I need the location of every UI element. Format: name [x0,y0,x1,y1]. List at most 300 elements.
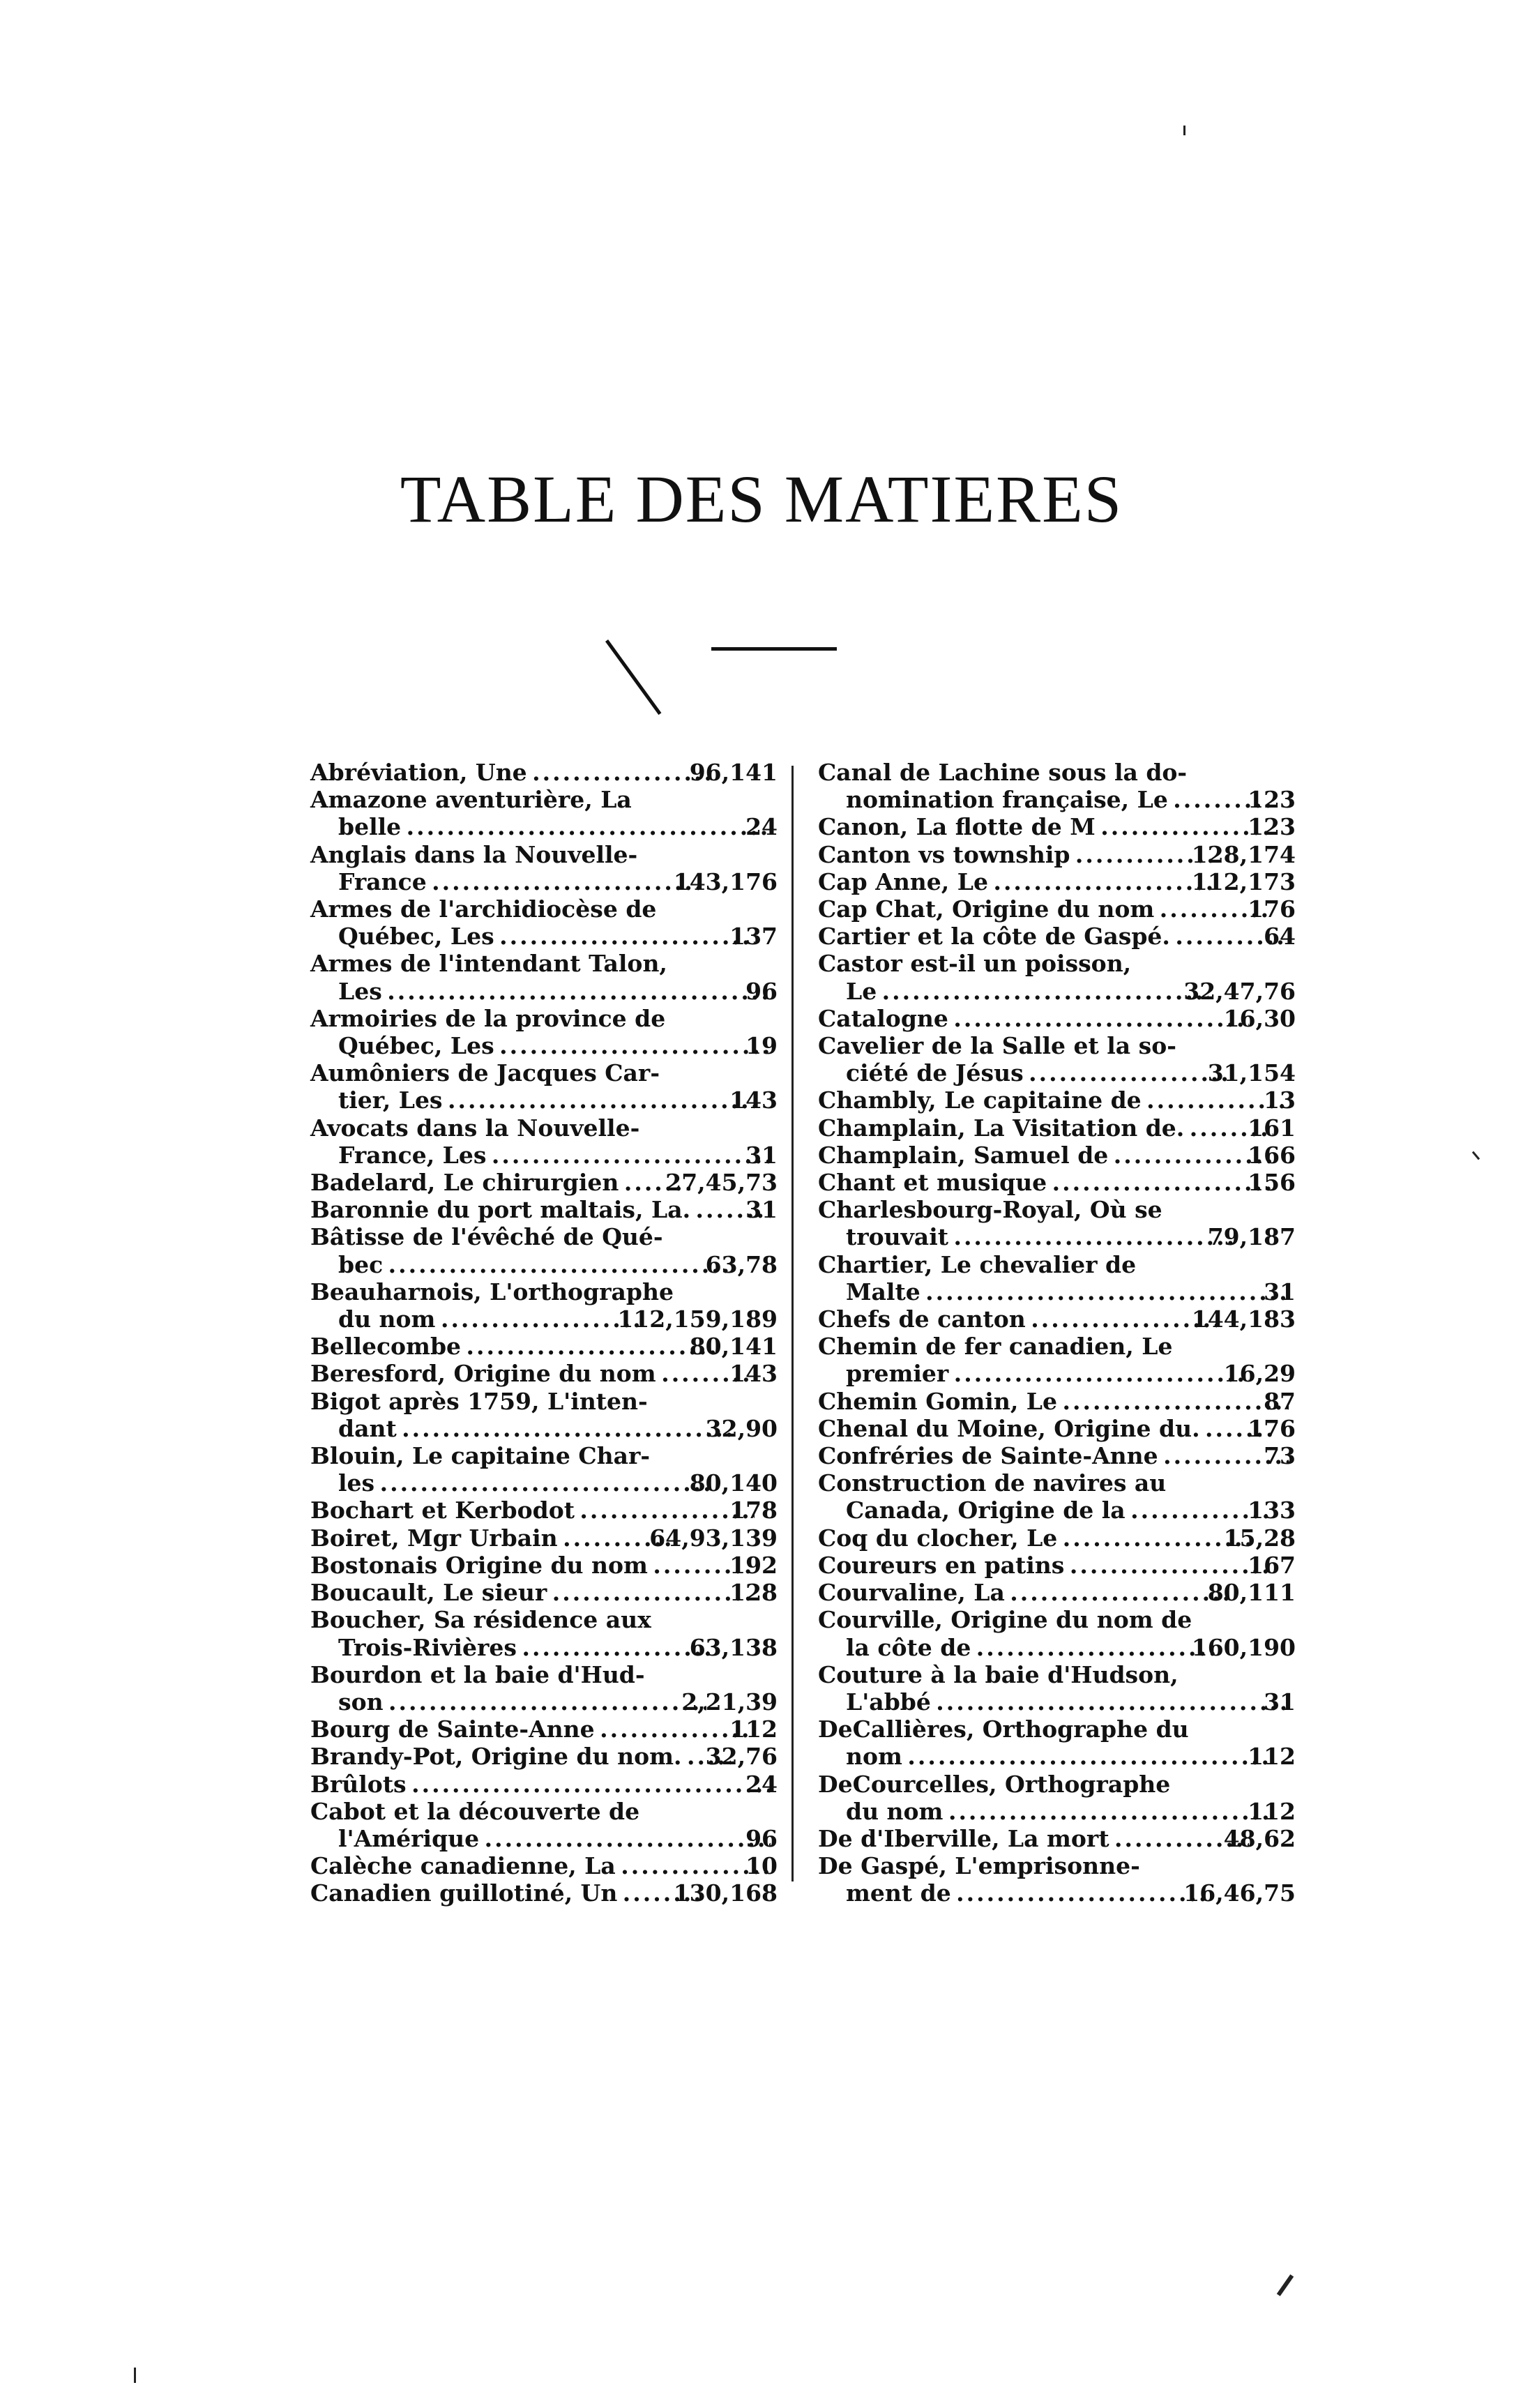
index-entry-text: du nom [338,1305,436,1333]
index-entry-text: Avocats dans la Nouvelle- [310,1114,640,1142]
index-entry-line [818,813,1296,841]
index-entry [310,1524,778,1552]
index-entry-text: Brûlots [310,1770,407,1798]
index-entry [818,1305,1296,1333]
index-entry-line [818,1305,1296,1333]
page-numbers: 31 [745,1196,778,1224]
index-entry [310,950,778,1004]
index-entry [818,1415,1296,1442]
page-numbers: 123 [1248,813,1296,841]
index-entry-text: tier, Les [338,1086,443,1114]
index-entry-text: Cap Chat, Origine du nom [818,895,1155,923]
page-numbers: 64,93,139 [649,1524,778,1552]
index-entry-text: Québec, Les [338,1032,494,1060]
page-numbers: 160,190 [1191,1633,1296,1661]
dot-leader [386,1688,707,1716]
index-entry-line [818,950,1296,978]
index-entry-text: Canal de Lachine sous la do- [818,759,1188,786]
index-entry-text: Catalogne [818,1004,948,1032]
index-entry [818,1388,1296,1415]
print-speck [1472,1151,1480,1160]
dot-leader [385,978,771,1005]
index-entry [310,1114,778,1169]
index-entry-text: De Gaspé, L'emprisonne- [818,1852,1140,1880]
index-entry-line [310,1196,778,1224]
page-numbers: 96,141 [689,759,778,786]
index-entry-line [338,868,778,895]
index-entry-text: Coureurs en patins [818,1551,1065,1579]
page-numbers: 192 [729,1551,778,1579]
index-entry-text: du nom [846,1797,944,1825]
index-entry-line [818,1770,1296,1798]
index-entry-text: belle [338,813,402,841]
dot-leader [954,1879,1209,1907]
index-entry-line [846,1059,1296,1086]
index-entry-line [818,1141,1296,1169]
index-entry [818,1032,1296,1086]
index-entry-line [818,1442,1296,1470]
index-entry-text: Bigot après 1759, L'inten- [310,1387,648,1415]
index-entry-line [818,1169,1296,1197]
index-entry [818,1086,1296,1114]
index-entry-text: nomination française, Le [846,786,1168,814]
index-entry [818,1552,1296,1579]
index-entry [310,1661,778,1716]
index-entry-text: Badelard, Le chirurgien [310,1169,619,1197]
index-entry-text: De d'Iberville, La mort [818,1824,1109,1852]
column-divider [791,766,794,1881]
index-entry-text: trouvait [846,1223,948,1251]
index-entry [818,1251,1296,1305]
index-entry-text: son [338,1688,384,1716]
page-numbers: 16,30 [1223,1004,1296,1032]
page-numbers: 166 [1248,1141,1296,1169]
index-entry-line [818,1606,1296,1634]
index-entry-text: Beauharnois, L'orthographe [310,1278,674,1305]
index-entry-text: Cartier et la côte de Gaspé. [818,923,1170,951]
dot-leader [951,1005,1249,1032]
index-entry-text: Beresford, Origine du nom [310,1360,656,1388]
page-numbers: 144,183 [1191,1305,1296,1333]
index-entry-line [338,1825,778,1852]
index-entry [310,1879,778,1907]
index-entry-line [310,1497,778,1524]
index-entry-text: France, Les [338,1141,487,1169]
index-entry-text: Bourdon et la baie d'Hud- [310,1660,645,1688]
index-entry-line [310,950,778,978]
index-entry [818,1771,1296,1825]
dot-leader [530,759,715,786]
page-numbers: 161 [1248,1114,1296,1142]
index-entry-text: dant [338,1414,397,1442]
index-entry-text: la côte de [846,1633,971,1661]
index-entry-text: Bochart et Kerbodot [310,1497,575,1524]
page-numbers: 143 [729,1360,778,1388]
page-numbers: 176 [1248,1414,1296,1442]
index-entry [310,786,778,840]
index-entry-line [846,1688,1296,1716]
index-entry-line [310,1387,778,1415]
print-speck [1183,126,1185,135]
index-entry-text: Boucault, Le sieur [310,1579,547,1607]
page-numbers: 112 [1248,1797,1296,1825]
index-entry-line [310,1059,778,1087]
index-entry [310,1497,778,1524]
index-entry [818,1442,1296,1469]
index-entry [310,1852,778,1879]
index-entry [310,1388,778,1442]
page-numbers: 64 [1264,923,1296,951]
index-entry [310,1579,778,1606]
index-entry-text: Armes de l'intendant Talon, [310,950,667,978]
index-entry [818,1716,1296,1770]
index-entry-text: Charlesbourg-Royal, Où se [818,1196,1162,1224]
index-entry-line [818,1414,1296,1442]
index-entry-text: bec [338,1250,384,1278]
dot-leader [377,1469,715,1497]
index-entry-line [846,1223,1296,1250]
dot-leader [482,1825,771,1852]
page-numbers: 19 [745,1032,778,1060]
page-numbers: 178 [729,1497,778,1524]
page-numbers: 80,111 [1207,1579,1296,1607]
page-numbers: 137 [729,923,778,951]
page-numbers: 73 [1264,1442,1296,1470]
page-numbers: 112,159,189 [617,1305,778,1333]
page-numbers: 24 [745,813,778,841]
page-numbers: 80,140 [689,1469,778,1497]
index-entry-line [310,1770,778,1798]
page-numbers: 15,28 [1223,1524,1296,1552]
index-entry-text: Construction de navires au [818,1469,1167,1497]
index-entry [310,1798,778,1852]
index-entry-line [310,1551,778,1579]
index-entry-text: Abréviation, Une [310,759,527,786]
page-numbers: 176 [1248,895,1296,923]
dot-leader [400,1415,731,1442]
page-numbers: 80,141 [689,1333,778,1361]
index-entry-line [310,759,778,786]
index-entry-line [338,1251,778,1278]
index-entry-line [338,1415,778,1442]
index-entry [310,895,778,950]
index-entry-text: Brandy-Pot, Origine du nom. [310,1743,682,1771]
page-numbers: 156 [1248,1169,1296,1197]
index-entry-text: Le [846,977,877,1005]
index-entry-text: France [338,868,427,895]
index-entry [818,1524,1296,1552]
index-entry-line [338,1688,778,1716]
index-entry-text: Courville, Origine du nom de [818,1606,1192,1634]
index-entry-text: les [338,1469,375,1497]
index-entry-line [818,1852,1296,1880]
index-entry-line [338,813,778,840]
dot-leader [489,1142,771,1169]
dot-leader [520,1634,715,1661]
index-entry-line [310,1797,778,1825]
index-entry [310,1743,778,1770]
index-entry [818,1333,1296,1387]
dot-leader [1029,1305,1217,1333]
page-numbers: 96 [745,1824,778,1852]
index-entry-line [310,1223,778,1251]
index-entry-line [310,1743,778,1771]
dot-leader [951,1360,1248,1387]
index-entry-text: Cavelier de la Salle et la so- [818,1032,1176,1060]
dot-leader [879,978,1208,1005]
dot-leader [1008,1579,1233,1606]
dot-leader [951,1223,1233,1250]
dot-leader [550,1579,755,1606]
page-numbers: 31 [1264,1688,1296,1716]
page-numbers: 27,45,73 [665,1169,778,1197]
index-entry-line [818,1524,1296,1552]
page-numbers: 112,173 [1191,868,1296,895]
index-entry-text: Chartier, Le chevalier de [818,1250,1137,1278]
index-entry-line [310,840,778,868]
index-entry [818,895,1296,923]
index-entry-line [310,1606,778,1634]
dot-leader [404,813,771,840]
index-entry-text: Anglais dans la Nouvelle- [310,840,638,868]
index-entry-line [846,1879,1296,1907]
index-entry-text: Cabot et la découverte de [310,1797,640,1825]
index-entry-text: Canon, La flotte de M [818,813,1096,841]
dot-leader [1098,813,1273,840]
index-column-left [310,759,778,1907]
index-entry-line [846,1278,1296,1305]
index-entry [310,1223,778,1278]
index-entry-line [310,1442,778,1470]
index-entry [818,923,1296,950]
dot-leader [1060,1524,1248,1552]
page-numbers: 31,154 [1207,1059,1296,1087]
index-entry-line [846,1798,1296,1825]
dot-leader [1026,1059,1233,1086]
index-entry-line [818,1579,1296,1607]
dot-leader [923,1278,1289,1305]
index-entry-line [818,1004,1296,1032]
index-entry-line [846,1743,1296,1770]
index-entry-line [818,1469,1296,1497]
index-entry [310,759,778,786]
index-entry-text: Confréries de Sainte-Anne [818,1442,1158,1470]
dot-leader [946,1798,1273,1825]
page-numbers: 96 [745,977,778,1005]
page-numbers: 63,78 [705,1250,778,1278]
index-entry-line [310,1169,778,1197]
dot-leader [934,1688,1289,1716]
index-entry-text: DeCourcelles, Orthographe [818,1770,1171,1798]
page-numbers: 24 [745,1770,778,1798]
dot-leader [430,868,699,895]
page-numbers: 10 [745,1852,778,1880]
index-entry [818,813,1296,840]
index-entry-line [818,923,1296,951]
index-entry-line [818,1660,1296,1688]
dot-leader [1050,1169,1273,1196]
page-numbers: 112 [729,1716,778,1743]
index-entry-text: Canadien guillotiné, Un [310,1879,618,1907]
index-entry [310,1169,778,1196]
dot-leader [464,1333,715,1360]
page-numbers: 31 [745,1141,778,1169]
page-numbers: 32,47,76 [1183,977,1296,1005]
page-numbers: 143,176 [673,868,778,895]
index-entry-text: Chambly, Le capitaine de [818,1086,1142,1114]
index-entry [818,1852,1296,1907]
page-numbers: 112 [1248,1743,1296,1771]
dot-leader [1060,1388,1289,1415]
index-entry [310,1442,778,1497]
dot-leader [497,923,755,950]
page-numbers: 32,90 [705,1414,778,1442]
index-entry-text: Québec, Les [338,923,494,951]
dot-leader [497,1032,771,1059]
index-entry-text: Chefs de canton [818,1305,1026,1333]
title-ornament-rule [711,647,837,651]
index-entry [818,1005,1296,1032]
page-numbers: 79,187 [1207,1223,1296,1251]
index-entry-text: Champlain, La Visitation de. [818,1114,1185,1142]
index-entry-line [818,1387,1296,1415]
index-entry [818,1579,1296,1606]
index-entry-text: Chemin Gomin, Le [818,1387,1058,1415]
dot-leader [438,1305,642,1333]
index-entry-text: L'abbé [846,1688,931,1716]
index-entry-line [310,1004,778,1032]
index-entry-line [846,1497,1296,1524]
index-entry [818,1606,1296,1660]
page-numbers: 167 [1248,1551,1296,1579]
index-entry-line [338,1142,778,1169]
index-entry-line [846,1360,1296,1387]
index-entry-line [310,1333,778,1361]
index-entry [310,1771,778,1798]
index-entry-text: ciété de Jésus [846,1059,1024,1087]
page-numbers: 2,21,39 [681,1688,778,1716]
page-numbers: 32,76 [705,1743,778,1771]
index-entry-text: Armoiries de la province de [310,1004,666,1032]
index-entry-line [310,1114,778,1142]
index-entry [310,841,778,895]
index-entry-line [310,1716,778,1743]
index-entry-text: Blouin, Le capitaine Char- [310,1442,651,1470]
page-numbers: 31 [1264,1278,1296,1305]
index-entry-line [818,1716,1296,1743]
index-entry [310,1059,778,1114]
page-numbers: 143 [729,1086,778,1114]
index-entry-line [338,1634,778,1661]
index-entry-line [310,1879,778,1907]
page-numbers: 16,29 [1223,1360,1296,1388]
index-entry-text: Amazone aventurière, La [310,786,632,814]
index-entry-line [310,1278,778,1305]
dot-leader [905,1743,1273,1770]
index-entry [818,950,1296,1004]
index-entry-line [818,1250,1296,1278]
index-entry-text: DeCallières, Orthographe du [818,1716,1189,1743]
index-entry [310,1552,778,1579]
index-entry-line [338,1086,778,1114]
index-entry-text: Canada, Origine de la [846,1497,1126,1524]
index-entry [818,759,1296,813]
index-entry [310,1196,778,1223]
index-entry [310,1716,778,1743]
index-entry-line [310,1524,778,1552]
print-speck [134,2368,136,2383]
index-entry [818,868,1296,895]
title-ornament-slash [605,639,661,715]
dot-leader [446,1086,755,1114]
index-entry-text: Chemin de fer canadien, Le [818,1333,1173,1361]
index-entry-text: Castor est-il un poisson, [818,950,1132,978]
index-entry-line [818,1032,1296,1060]
page-numbers: 128 [729,1579,778,1607]
index-entry [310,1005,778,1059]
index-entry-text: Cap Anne, Le [818,868,988,895]
page-numbers: 48,62 [1223,1824,1296,1852]
index-entry-text: Armes de l'archidiocèse de [310,895,657,923]
index-entry-line [818,1551,1296,1579]
index-entry-text: Aumôniers de Jacques Car- [310,1059,660,1087]
index-entry-line [338,923,778,950]
index-entry-line [310,1579,778,1607]
index-entry-text: Coq du clocher, Le [818,1524,1058,1552]
index-entry-text: l'Amérique [338,1824,480,1852]
index-entry-text: ment de [846,1879,951,1907]
page-numbers: 63,138 [689,1633,778,1661]
index-entry [818,841,1296,868]
index-entry-text: Trois-Rivières [338,1633,517,1661]
index-entry-text: Bourg de Sainte-Anne [310,1716,595,1743]
index-entry [818,1825,1296,1852]
index-entry-line [818,1114,1296,1142]
index-entry-line [818,1824,1296,1852]
index-entry-line [846,978,1296,1005]
index-entry-line [310,1852,778,1880]
index-entry-line [818,759,1296,786]
index-entry-line [818,1333,1296,1361]
index-entry-text: Courvaline, La [818,1579,1005,1607]
index-entry-text: Boiret, Mgr Urbain [310,1524,558,1552]
index-entry [818,1469,1296,1524]
index-entry-line [818,1196,1296,1224]
index-entry-line [846,1634,1296,1661]
index-entry-text: Bellecombe [310,1333,462,1361]
page-numbers: 13 [1264,1086,1296,1114]
index-entry-text: Canton vs township [818,840,1070,868]
dot-leader [1067,1552,1273,1579]
dot-leader [409,1771,771,1798]
index-entry-line [818,1086,1296,1114]
index-entry-text: Champlain, Samuel de [818,1141,1109,1169]
index-entry [818,1114,1296,1142]
index-entry-text: Malte [846,1278,920,1305]
page-numbers: 133 [1248,1497,1296,1524]
page-numbers: 130,168 [673,1879,778,1907]
index-entry-text: Chenal du Moine, Origine du. [818,1414,1200,1442]
index-entry-text: nom [846,1743,902,1771]
index-entry-line [338,1305,778,1333]
index-entry-line [310,1360,778,1388]
index-entry-line [310,786,778,814]
index-entry-line [310,895,778,923]
index-entry-line [846,786,1296,813]
index-entry-text: Bostonais Origine du nom [310,1551,648,1579]
index-column-right [818,759,1296,1907]
index-entry [818,1169,1296,1196]
